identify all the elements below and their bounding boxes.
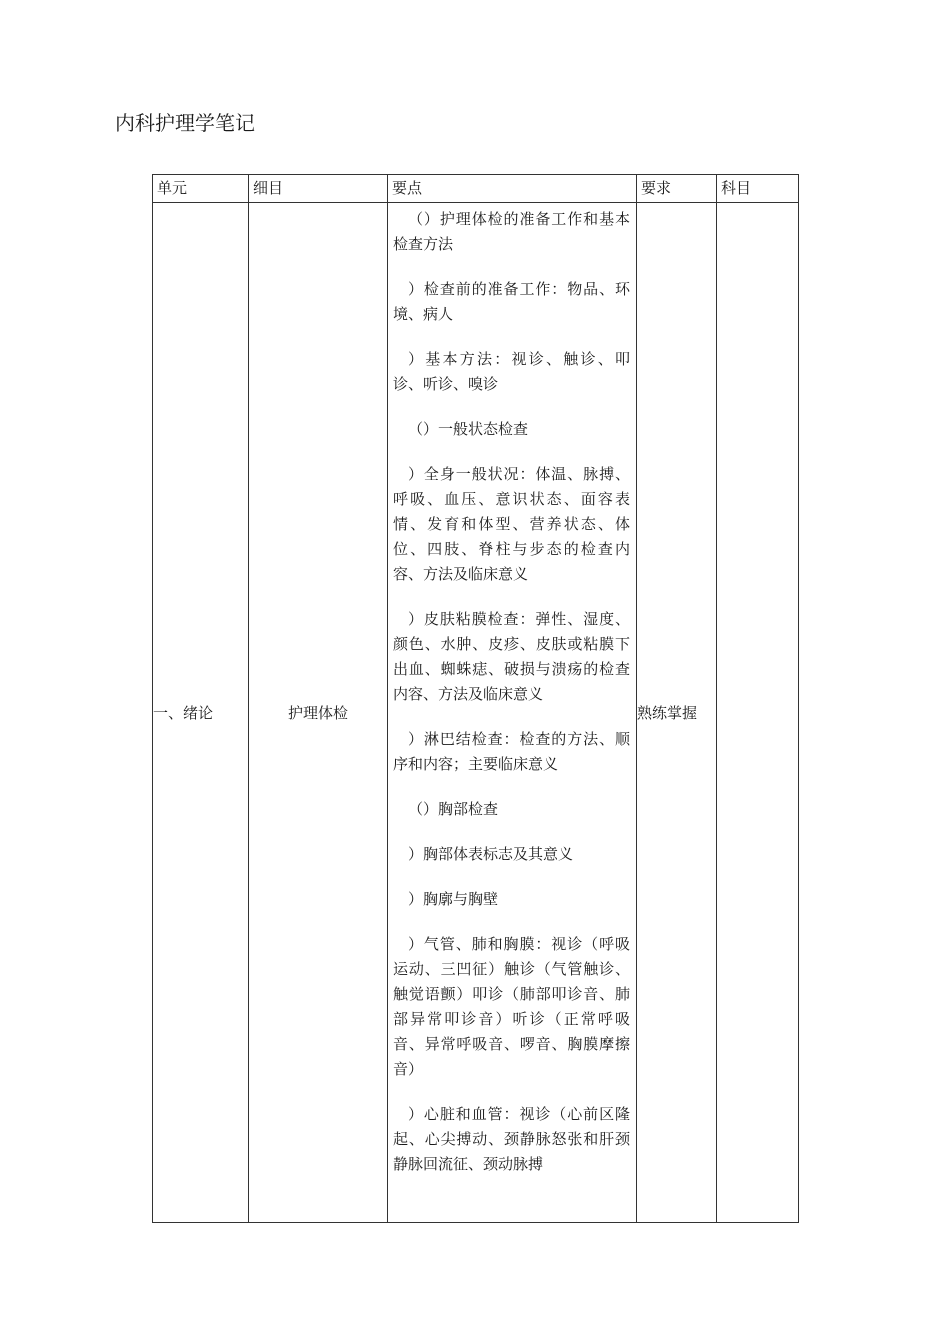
point-item: ）检查前的准备工作：物品、环境、病人 [393,280,630,323]
detail-cell: 护理体检 [249,203,388,1223]
subject-cell [717,203,799,1223]
points-cell [388,203,637,1223]
table-row [153,203,799,1223]
point-item: （）胸部检查 [408,800,499,818]
point-item: ）全身一般状况：体温、脉搏、呼吸、血压、意识状态、面容表情、发育和体型、营养状态、体位、四肢、脊柱与步态的检查内容、方法及临床意义 [393,465,630,583]
unit-cell: 一、绪论 [153,203,249,1223]
point-item: （）一般状态检查 [408,420,529,438]
header-subject: 科目 [717,175,799,203]
point-item: ）淋巴结检查：检查的方法、顺序和内容；主要临床意义 [393,730,630,773]
header-requirement: 要求 [637,175,717,203]
point-item: ）皮肤粘膜检查：弹性、湿度、颜色、水肿、皮疹、皮肤或粘膜下出血、蜘蛛痣、破损与溃疡的检查内容、方法及临床意义 [393,610,630,703]
point-item: ）胸廓与胸壁 [408,890,499,908]
points-list [388,203,636,1222]
point-item: ）基本方法：视诊、触诊、叩诊、听诊、嗅诊 [393,350,630,393]
point-item: ）心脏和血管：视诊（心前区隆起、心尖搏动、颈静脉怒张和肝颈静脉回流征、颈动脉搏 [393,1105,630,1173]
header-detail: 细目 [249,175,388,203]
requirement-cell: 熟练掌握 [637,203,717,1223]
document-title: 内科护理学笔记 [115,111,255,135]
syllabus-table [152,174,799,1223]
header-points: 要点 [388,175,637,203]
point-item: （）护理体检的准备工作和基本检查方法 [393,210,630,253]
point-item: ）胸部体表标志及其意义 [408,845,574,863]
header-unit: 单元 [153,175,249,203]
point-item: ）气管、肺和胸膜：视诊（呼吸运动、三凹征）触诊（气管触诊、触觉语颤）叩诊（肺部叩诊音、肺部异常叩诊音）听诊（正常呼吸音、异常呼吸音、啰音、胸膜摩擦音） [393,935,630,1078]
table-header-row [153,175,799,203]
